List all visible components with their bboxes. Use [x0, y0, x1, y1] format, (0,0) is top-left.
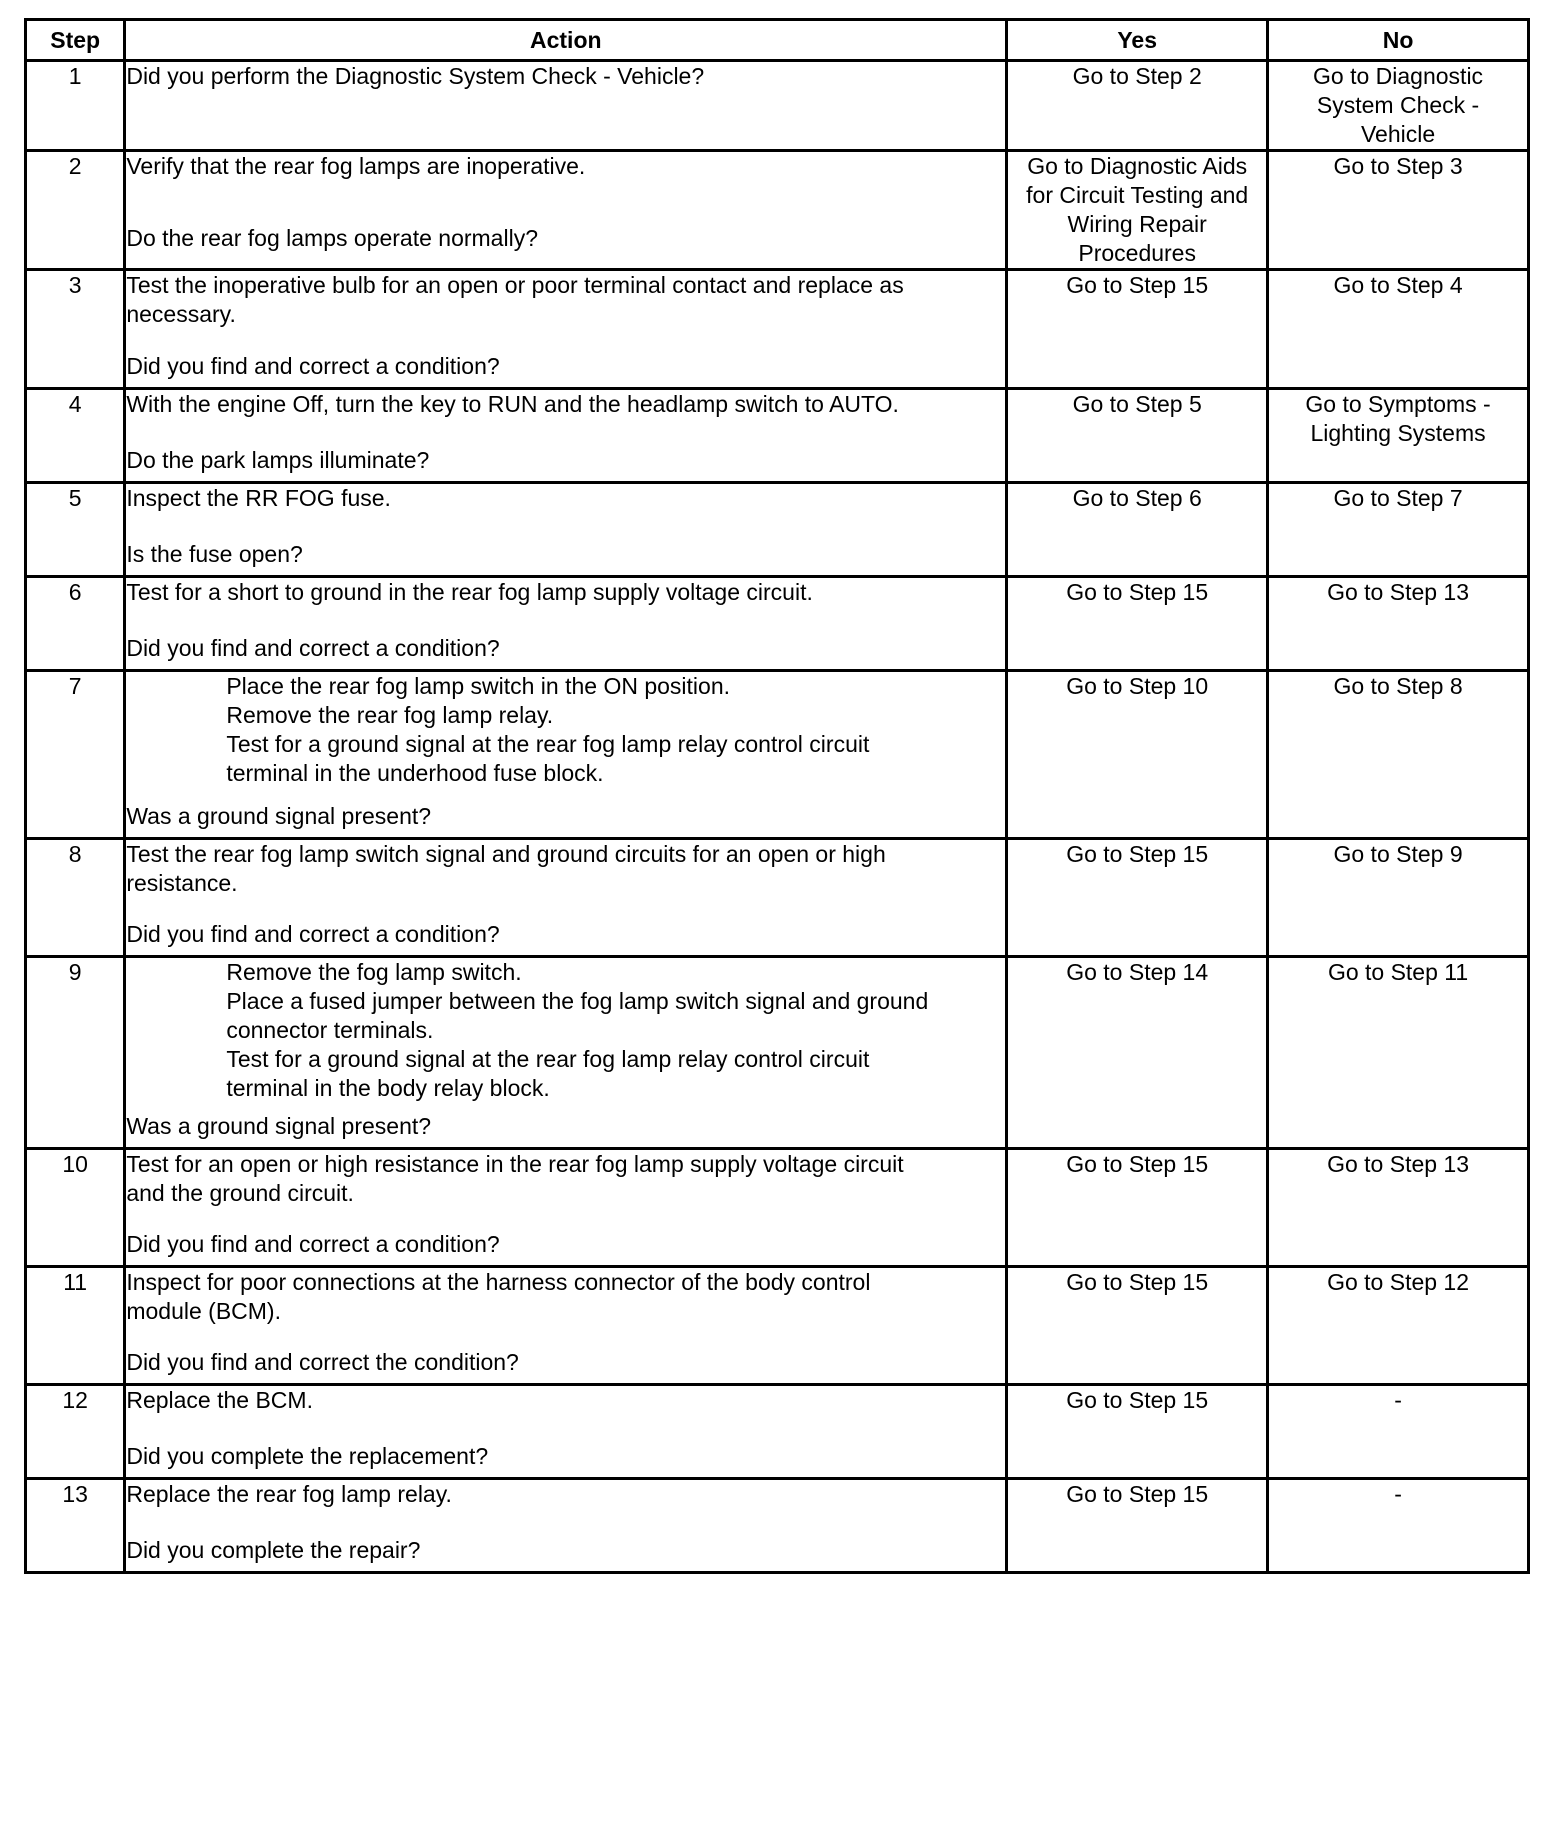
action-line: Replace the rear fog lamp relay. [126, 1481, 452, 1507]
no-result-line: System Check - [1316, 92, 1480, 118]
no-result-line: Go to Step 13 [1327, 579, 1470, 605]
yes-result [1007, 1267, 1268, 1385]
action-instructions [126, 840, 1005, 898]
no-result-line: Go to Step 7 [1333, 485, 1463, 511]
action-line: Remove the fog lamp switch. [226, 959, 522, 985]
step-number: 5 [26, 483, 125, 577]
action-instructions [126, 578, 1005, 607]
action-line: Place the rear fog lamp switch in the ON position. [226, 673, 731, 699]
action-cell [125, 577, 1007, 671]
action-instructions [126, 1268, 1005, 1326]
table-row [26, 1385, 1529, 1479]
no-result-line: Vehicle [1360, 121, 1436, 147]
action-question: Did you find and correct a condition? [126, 1231, 500, 1257]
step-number: 1 [26, 61, 125, 151]
action-cell [125, 151, 1007, 270]
yes-result [1007, 957, 1268, 1149]
no-result-line: Go to Step 9 [1333, 841, 1463, 867]
action-line: terminal in the body relay block. [226, 1075, 550, 1101]
yes-result-line: Procedures [1078, 240, 1196, 266]
yes-result [1007, 1479, 1268, 1573]
header-no: No [1268, 20, 1529, 61]
action-question: Did you complete the replacement? [126, 1443, 489, 1469]
yes-result-line: Go to Diagnostic Aids [1027, 153, 1248, 179]
step-number: 6 [26, 577, 125, 671]
yes-result-line: Go to Step 15 [1066, 1151, 1209, 1177]
action-question: Do the park lamps illuminate? [126, 447, 430, 473]
step-number: 8 [26, 839, 125, 957]
action-question: Did you find and correct a condition? [126, 921, 500, 947]
yes-result-line: Go to Step 6 [1072, 485, 1202, 511]
yes-result-line: Go to Step 5 [1072, 391, 1202, 417]
action-instructions [126, 1480, 1005, 1509]
yes-result-line: Go to Step 15 [1066, 1387, 1209, 1413]
action-line: connector terminals. [226, 1017, 434, 1043]
action-line: Test the rear fog lamp switch signal and ground circuits for an open or high [126, 841, 886, 867]
action-cell [125, 1267, 1007, 1385]
table-row [26, 1267, 1529, 1385]
no-result-line: - [1394, 1481, 1402, 1507]
table-row [26, 61, 1529, 151]
no-result-line: Go to Step 13 [1327, 1151, 1470, 1177]
table-row [26, 389, 1529, 483]
step-number: 12 [26, 1385, 125, 1479]
table-row [26, 1149, 1529, 1267]
action-line: resistance. [126, 870, 238, 896]
action-line: Remove the rear fog lamp relay. [226, 702, 554, 728]
step-number: 10 [26, 1149, 125, 1267]
step-number: 13 [26, 1479, 125, 1573]
no-result [1268, 61, 1529, 151]
header-row [26, 20, 1529, 61]
action-instructions [126, 484, 1005, 513]
no-result [1268, 839, 1529, 957]
action-cell [125, 1149, 1007, 1267]
table-body [26, 61, 1529, 1573]
yes-result-line: for Circuit Testing and [1026, 182, 1249, 208]
yes-result-line: Go to Step 14 [1066, 959, 1209, 985]
step-number: 11 [26, 1267, 125, 1385]
no-result-line: Go to Diagnostic [1313, 63, 1484, 89]
yes-result-line: Wiring Repair [1067, 211, 1207, 237]
yes-result [1007, 671, 1268, 839]
action-line: and the ground circuit. [126, 1180, 354, 1206]
action-instructions [126, 672, 1005, 788]
action-line: Verify that the rear fog lamps are inoperative. [126, 153, 586, 179]
action-cell [125, 61, 1007, 151]
step-number: 7 [26, 671, 125, 839]
yes-result [1007, 577, 1268, 671]
no-result-line: Go to Step 11 [1327, 959, 1469, 985]
no-result [1268, 671, 1529, 839]
action-line: Did you perform the Diagnostic System Check - Vehicle? [126, 63, 705, 89]
no-result-line: Go to Step 8 [1333, 673, 1463, 699]
table-row [26, 957, 1529, 1149]
action-question: Did you find and correct a condition? [126, 353, 500, 379]
no-result [1268, 151, 1529, 270]
action-cell [125, 389, 1007, 483]
diagnostic-table [24, 18, 1530, 1574]
action-line: Inspect the RR FOG fuse. [126, 485, 391, 511]
yes-result [1007, 1149, 1268, 1267]
yes-result-line: Go to Step 2 [1072, 63, 1202, 89]
action-line: Replace the BCM. [126, 1387, 313, 1413]
table-row [26, 839, 1529, 957]
action-line: Inspect for poor connections at the harness connector of the body control [126, 1269, 871, 1295]
no-result-line: Go to Step 3 [1333, 153, 1463, 179]
yes-result [1007, 61, 1268, 151]
no-result [1268, 389, 1529, 483]
action-question: Did you find and correct a condition? [126, 635, 500, 661]
action-question: Did you find and correct the condition? [126, 1349, 519, 1375]
step-number: 4 [26, 389, 125, 483]
action-line: necessary. [126, 301, 236, 327]
header-action: Action [125, 20, 1007, 61]
yes-result-line: Go to Step 15 [1066, 841, 1209, 867]
header-step: Step [26, 20, 125, 61]
action-line: Test for a ground signal at the rear fog lamp relay control circuit [226, 1046, 870, 1072]
action-question: Was a ground signal present? [126, 1113, 432, 1139]
action-instructions [126, 1150, 1005, 1208]
action-line: module (BCM). [126, 1298, 281, 1324]
table-row [26, 270, 1529, 389]
header-yes: Yes [1007, 20, 1268, 61]
action-instructions [126, 62, 1005, 91]
action-instructions [126, 958, 1005, 1103]
action-line: Test for a ground signal at the rear fog lamp relay control circuit [226, 731, 870, 757]
yes-result [1007, 483, 1268, 577]
action-line: Test for an open or high resistance in the rear fog lamp supply voltage circuit [126, 1151, 904, 1177]
no-result [1268, 483, 1529, 577]
action-cell [125, 1385, 1007, 1479]
yes-result-line: Go to Step 15 [1066, 272, 1209, 298]
yes-result [1007, 151, 1268, 270]
action-instructions [126, 152, 1005, 181]
action-question: Did you complete the repair? [126, 1537, 421, 1563]
action-cell [125, 957, 1007, 1149]
no-result [1268, 577, 1529, 671]
action-cell [125, 270, 1007, 389]
action-line: Place a fused jumper between the fog lamp switch signal and ground [226, 988, 929, 1014]
step-number: 3 [26, 270, 125, 389]
no-result-line: Go to Step 4 [1333, 272, 1463, 298]
step-number: 9 [26, 957, 125, 1149]
table-row [26, 577, 1529, 671]
no-result-line: Lighting Systems [1310, 420, 1486, 446]
action-cell [125, 839, 1007, 957]
no-result-line: Go to Symptoms - [1305, 391, 1491, 417]
no-result-line: - [1394, 1387, 1402, 1413]
action-cell [125, 483, 1007, 577]
no-result [1268, 1267, 1529, 1385]
yes-result [1007, 270, 1268, 389]
table-row [26, 483, 1529, 577]
action-instructions [126, 390, 1005, 419]
action-question: Was a ground signal present? [126, 803, 432, 829]
action-instructions [126, 271, 1005, 329]
table-row [26, 151, 1529, 270]
table-row [26, 1479, 1529, 1573]
action-line: Test the inoperative bulb for an open or poor terminal contact and replace as [126, 272, 904, 298]
yes-result-line: Go to Step 10 [1066, 673, 1209, 699]
yes-result [1007, 389, 1268, 483]
action-line: With the engine Off, turn the key to RUN and the headlamp switch to AUTO. [126, 391, 899, 417]
yes-result [1007, 839, 1268, 957]
yes-result [1007, 1385, 1268, 1479]
no-result [1268, 1149, 1529, 1267]
no-result [1268, 1479, 1529, 1573]
table-row [26, 671, 1529, 839]
no-result-line: Go to Step 12 [1327, 1269, 1470, 1295]
action-cell [125, 1479, 1007, 1573]
yes-result-line: Go to Step 15 [1066, 1269, 1209, 1295]
no-result [1268, 1385, 1529, 1479]
step-number: 2 [26, 151, 125, 270]
yes-result-line: Go to Step 15 [1066, 579, 1209, 605]
action-cell [125, 671, 1007, 839]
action-line: terminal in the underhood fuse block. [226, 760, 604, 786]
no-result [1268, 957, 1529, 1149]
no-result [1268, 270, 1529, 389]
action-instructions [126, 1386, 1005, 1415]
action-line: Test for a short to ground in the rear fog lamp supply voltage circuit. [126, 579, 813, 605]
action-question: Is the fuse open? [126, 541, 303, 567]
yes-result-line: Go to Step 15 [1066, 1481, 1209, 1507]
action-question: Do the rear fog lamps operate normally? [126, 225, 538, 251]
